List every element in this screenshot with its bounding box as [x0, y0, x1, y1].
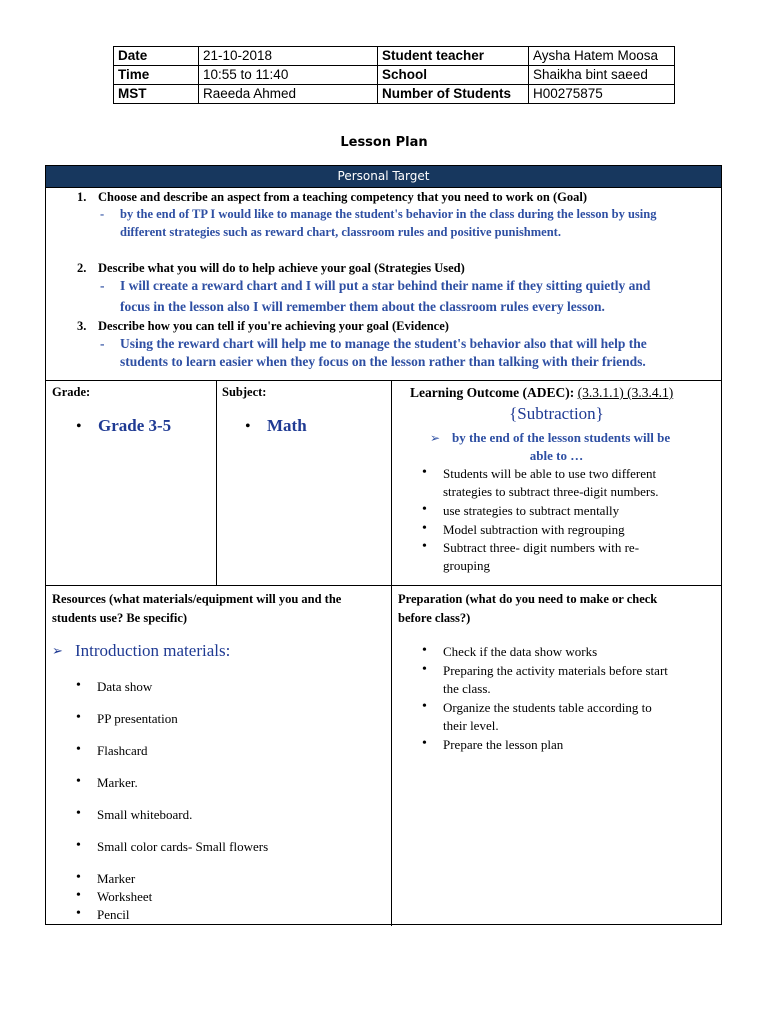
grade-value: Grade 3-5	[98, 416, 172, 435]
strategies-dash: -	[100, 278, 105, 293]
preparation-label-line2: before class?)	[398, 611, 471, 625]
resource-item-4: Marker.	[97, 775, 138, 790]
strategies-answer-line1: I will create a reward chart and I will put a star behind their name if they sitting quietly and	[120, 278, 651, 293]
bullet-icon: •	[76, 678, 81, 693]
resources-label-line1: Resources (what materials/equipment will you and the	[52, 592, 342, 606]
resources-heading: Introduction materials:	[75, 641, 231, 660]
resource-item-5: Small whiteboard.	[97, 807, 193, 822]
goal-answer-line1: by the end of TP I would like to manage the student's behavior in the class during the lesson by using	[120, 207, 657, 221]
arrow-icon: ➢	[52, 643, 63, 658]
evidence-dash: -	[100, 336, 105, 351]
learning-outcome-codes: (3.3.1.1) (3.3.4.1)	[577, 385, 674, 400]
learning-outcome-text	[410, 385, 673, 401]
grade-cell	[46, 381, 216, 585]
resource-item-6: Small color cards- Small flowers	[97, 839, 269, 854]
date-value: 21-10-2018	[199, 47, 378, 66]
info-row-date	[114, 47, 675, 66]
strategies-question: Describe what you will do to help achieve your goal (Strategies Used)	[98, 261, 465, 275]
preparation-item-2-line2: the class.	[443, 681, 491, 696]
evidence-answer-line2: students to learn easier when they focus on the lesson rather than talking with their friends.	[120, 354, 646, 369]
preparation-label-line1: Preparation (what do you need to make or check	[398, 592, 658, 606]
bullet-icon: •	[245, 418, 251, 435]
page-title: Lesson Plan	[340, 135, 428, 150]
student-teacher-value: Aysha Hatem Moosa	[529, 47, 675, 66]
strategies-answer-line2: focus in the lesson also I will remember them about the classroom rules every lesson.	[120, 299, 605, 314]
number-of-students-value: H00275875	[529, 85, 675, 104]
preparation-cell	[392, 586, 721, 924]
subject-label: Subject:	[222, 385, 267, 399]
subject-value: Math	[267, 416, 307, 435]
info-table	[113, 46, 675, 104]
resource-item-8: Worksheet	[97, 889, 153, 904]
goal-dash: -	[100, 207, 105, 221]
goal-answer-line2: different strategies such as reward chart, classroom rules and positive punishment.	[120, 225, 561, 239]
bullet-icon: •	[422, 539, 427, 554]
preparation-item-3-line1: Organize the students table according to	[443, 700, 652, 715]
school-label: School	[378, 66, 529, 85]
bullet-icon: •	[76, 838, 81, 853]
subject-cell	[217, 381, 391, 585]
learning-outcome-cell	[392, 381, 721, 585]
preparation-item-4: Prepare the lesson plan	[443, 737, 564, 752]
bullet-icon: •	[76, 906, 81, 921]
bullet-icon: •	[76, 418, 82, 435]
bullet-icon: •	[422, 643, 427, 658]
preparation-item-2-line1: Preparing the activity materials before start	[443, 663, 668, 678]
outcome-item-4-line1: Subtract three- digit numbers with re-	[443, 540, 640, 555]
resource-item-7: Marker	[97, 871, 136, 886]
evidence-number: 3.	[77, 319, 87, 333]
info-row-mst	[114, 85, 675, 104]
bullet-icon: •	[422, 465, 427, 480]
info-row-time	[114, 66, 675, 85]
goal-number: 1.	[77, 190, 87, 204]
outcome-topic: {Subtraction}	[509, 404, 604, 423]
strategies-number: 2.	[77, 261, 87, 275]
bullet-icon: •	[76, 742, 81, 757]
bullet-icon: •	[76, 806, 81, 821]
learning-outcome-label: Learning Outcome (ADEC):	[410, 385, 575, 400]
outcome-item-4-line2: grouping	[443, 558, 490, 573]
mst-value: Raeeda Ahmed	[199, 85, 378, 104]
bullet-icon: •	[76, 888, 81, 903]
bullet-icon: •	[422, 502, 427, 517]
outcome-intro-line2: able to …	[529, 448, 584, 463]
outcome-item-1-line1: Students will be able to use two different	[443, 466, 657, 481]
resource-item-1: Data show	[97, 679, 153, 694]
personal-target-header: Personal Target	[46, 166, 721, 187]
preparation-item-3-line2: their level.	[443, 718, 499, 733]
personal-target-section	[46, 188, 721, 383]
resources-label-line2: students use? Be specific)	[52, 611, 188, 625]
grade-label: Grade:	[52, 385, 91, 399]
time-label: Time	[114, 66, 199, 85]
school-value: Shaikha bint saeed	[529, 66, 675, 85]
evidence-answer-line1: Using the reward chart will help me to manage the student's behavior also that will help the	[120, 336, 647, 351]
outcome-item-3: Model subtraction with regrouping	[443, 522, 625, 537]
student-teacher-label: Student teacher	[378, 47, 529, 66]
resource-item-9: Pencil	[97, 907, 130, 922]
preparation-item-1: Check if the data show works	[443, 644, 598, 659]
arrow-icon: ➢	[430, 431, 441, 445]
lesson-plan-table	[45, 165, 722, 925]
outcome-item-2: use strategies to subtract mentally	[443, 503, 620, 518]
date-label: Date	[114, 47, 199, 66]
mst-label: MST	[114, 85, 199, 104]
resources-cell	[46, 586, 391, 924]
bullet-icon: •	[422, 736, 427, 751]
bullet-icon: •	[76, 870, 81, 885]
number-of-students-label: Number of Students	[378, 85, 529, 104]
bullet-icon: •	[76, 710, 81, 725]
outcome-item-1-line2: strategies to subtract three-digit numbers.	[443, 484, 659, 499]
resource-item-3: Flashcard	[97, 743, 148, 758]
goal-question: Choose and describe an aspect from a teaching competency that you need to work on (Goal)	[98, 190, 587, 204]
time-value: 10:55 to 11:40	[199, 66, 378, 85]
bullet-icon: •	[76, 774, 81, 789]
bullet-icon: •	[422, 662, 427, 677]
resource-item-2: PP presentation	[97, 711, 178, 726]
bullet-icon: •	[422, 521, 427, 536]
outcome-intro-line1: by the end of the lesson students will be	[452, 430, 671, 445]
evidence-question: Describe how you can tell if you're achieving your goal (Evidence)	[98, 319, 449, 333]
bullet-icon: •	[422, 699, 427, 714]
